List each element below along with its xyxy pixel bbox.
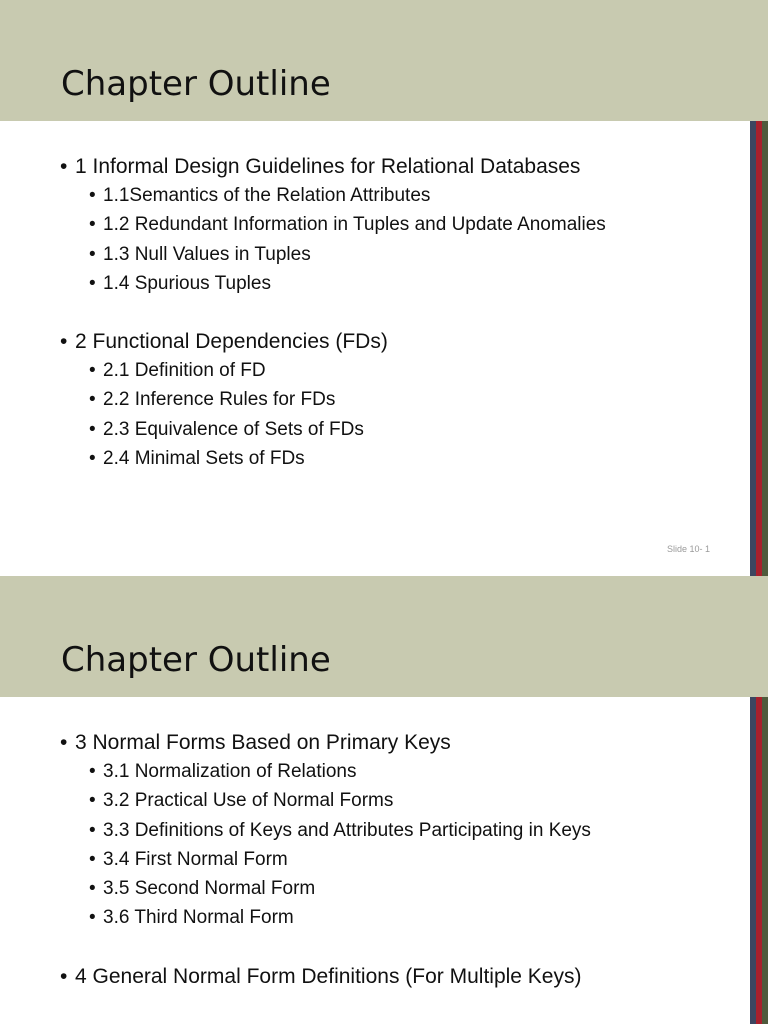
section-item	[60, 962, 591, 991]
section-heading: 4 General Normal Form Definitions (For Multiple Keys)	[75, 964, 582, 988]
bullet-icon: •	[89, 360, 96, 382]
subsection-item	[89, 845, 591, 874]
subsection-label: 2.4 Minimal Sets of FDs	[103, 448, 305, 470]
section-heading: 1 Informal Design Guidelines for Relational Databases	[75, 155, 581, 178]
bullet-icon: •	[89, 185, 96, 206]
section-item	[60, 728, 591, 933]
decorative-side-stripes	[750, 697, 768, 1024]
bullet-icon: •	[89, 819, 96, 841]
subsection-item	[89, 181, 606, 210]
subsection-label: 3.5 Second Normal Form	[103, 878, 316, 900]
subsection-label: 3.3 Definitions of Keys and Attributes Participating in Keys	[103, 819, 591, 841]
subsection-item	[89, 786, 591, 815]
stripe-olive	[762, 697, 768, 1024]
slide-title: Chapter Outline	[61, 64, 331, 104]
subsection-label: 1.1Semantics of the Relation Attributes	[103, 185, 431, 206]
section-heading: 2 Functional Dependencies (FDs)	[75, 330, 388, 354]
decorative-side-stripes	[750, 121, 768, 576]
subsection-item	[89, 415, 606, 444]
bullet-icon: •	[89, 907, 96, 929]
subsection-item	[89, 210, 606, 239]
subsection-item	[89, 757, 591, 786]
subsection-list	[60, 181, 606, 298]
subsection-label: 3.6 Third Normal Form	[103, 907, 294, 929]
subsection-item	[89, 385, 606, 414]
bullet-icon: •	[89, 243, 96, 265]
subsection-list	[60, 356, 606, 473]
bullet-icon: •	[89, 448, 96, 470]
subsection-item	[89, 816, 591, 845]
bullet-icon: •	[89, 389, 96, 411]
subsection-label: 1.4 Spurious Tuples	[103, 272, 271, 294]
subsection-label: 3.2 Practical Use of Normal Forms	[103, 790, 394, 812]
subsection-label: 1.2 Redundant Information in Tuples and Update Anomalies	[103, 214, 606, 236]
subsection-item	[89, 444, 606, 473]
bullet-icon: •	[89, 790, 96, 812]
bullet-icon: •	[60, 964, 68, 988]
subsection-item	[89, 903, 591, 932]
slide-2	[0, 576, 768, 1024]
slide-title: Chapter Outline	[61, 640, 331, 680]
subsection-label: 2.2 Inference Rules for FDs	[103, 389, 336, 411]
subsection-item	[89, 356, 606, 385]
section-heading: 3 Normal Forms Based on Primary Keys	[75, 731, 451, 754]
outline-list	[60, 728, 591, 991]
subsection-item	[89, 240, 606, 269]
section-item	[60, 152, 606, 298]
subsection-label: 3.1 Normalization of Relations	[103, 761, 357, 782]
slide-number: Slide 10- 1	[667, 544, 711, 554]
bullet-icon: •	[89, 878, 96, 900]
outline-list	[60, 152, 606, 473]
subsection-label: 2.3 Equivalence of Sets of FDs	[103, 418, 364, 440]
stripe-olive	[762, 121, 768, 576]
section-item	[60, 327, 606, 473]
bullet-icon: •	[60, 155, 68, 178]
subsection-label: 2.1 Definition of FD	[103, 360, 266, 382]
bullet-icon: •	[89, 272, 96, 294]
bullet-icon: •	[60, 731, 68, 754]
bullet-icon: •	[89, 214, 96, 236]
subsection-list	[60, 757, 591, 933]
bullet-icon: •	[89, 848, 96, 870]
subsection-label: 3.4 First Normal Form	[103, 848, 288, 870]
subsection-label: 1.3 Null Values in Tuples	[103, 243, 311, 265]
subsection-item	[89, 269, 606, 298]
subsection-item	[89, 874, 591, 903]
bullet-icon: •	[89, 418, 96, 440]
bullet-icon: •	[89, 761, 96, 782]
bullet-icon: •	[60, 330, 68, 354]
